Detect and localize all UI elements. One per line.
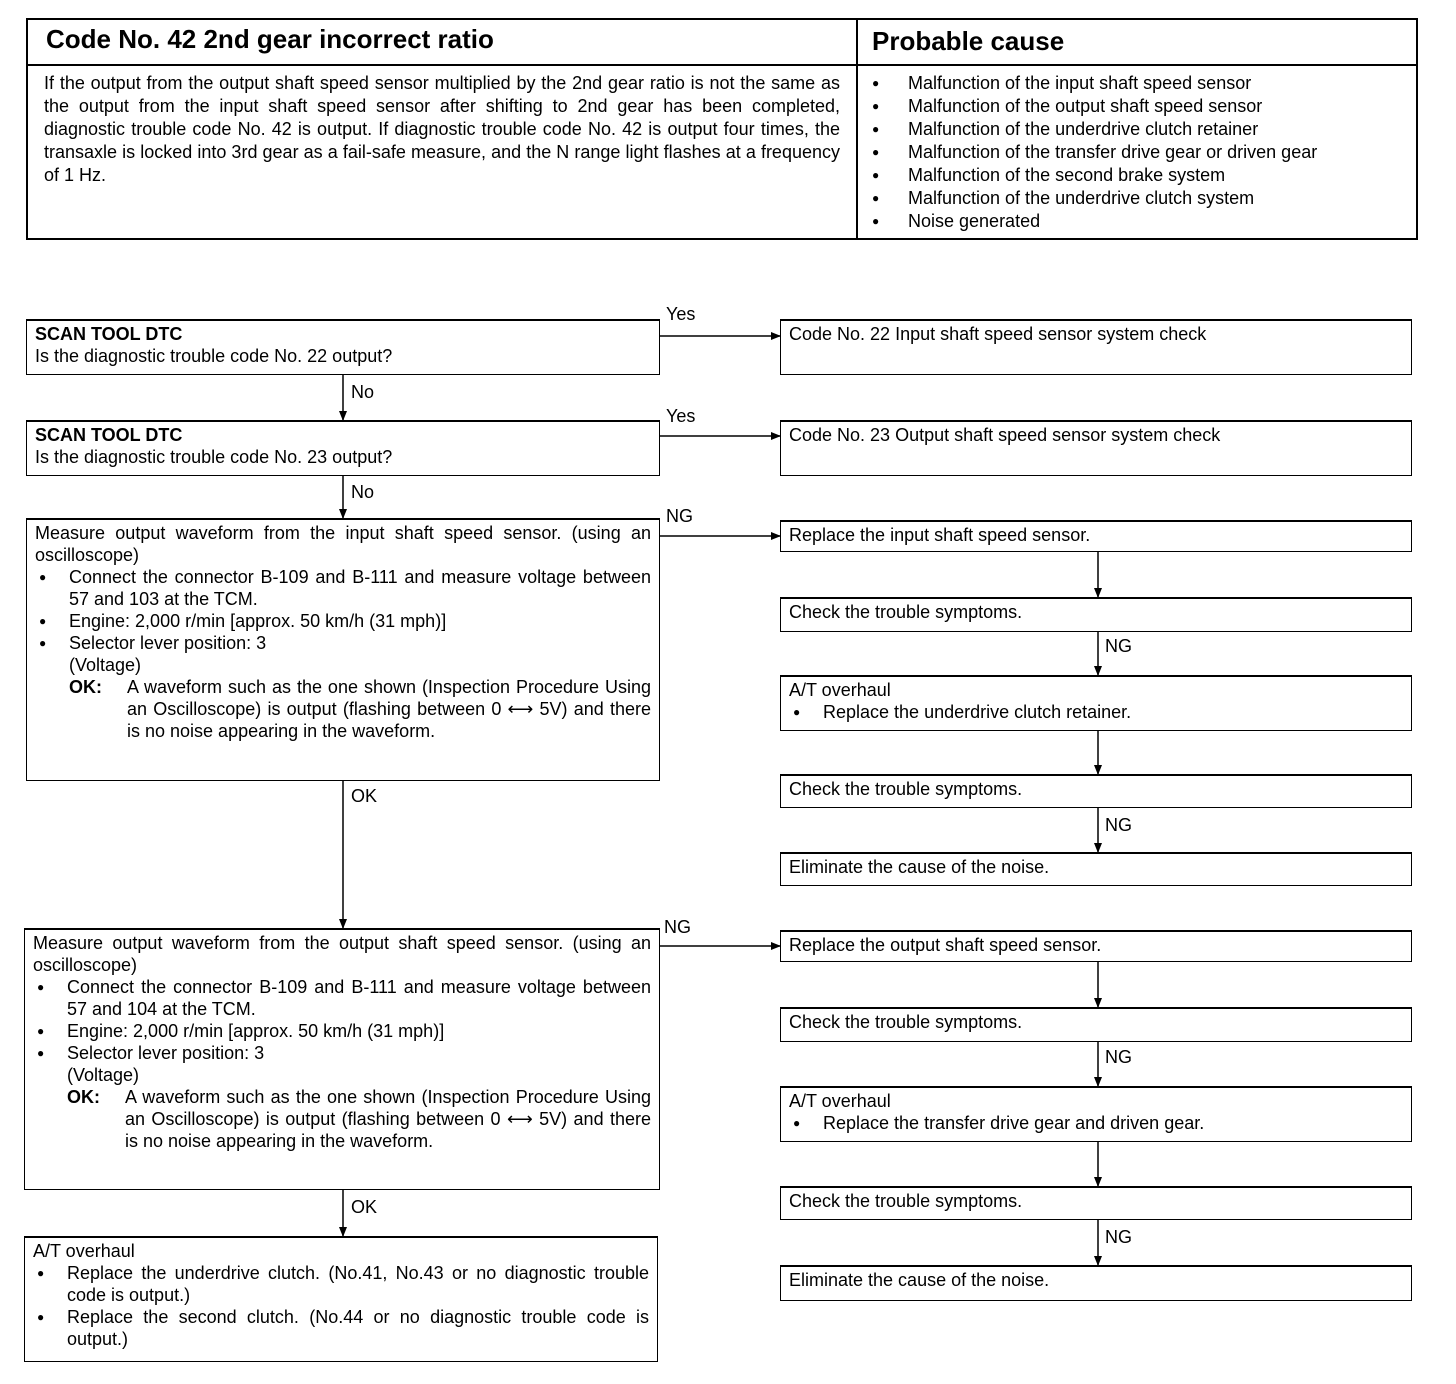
r5-title: A/T overhaul: [789, 680, 891, 700]
step3-voltage: (Voltage): [69, 655, 142, 675]
code-description: If the output from the output shaft speed sensor multiplied by the 2nd gear ratio is not the same as the output from the input shaft speed sensor after shifting to 2nd gear has been completed, diagnostic trouble code No. 42 is output. If diagnostic trouble code No. 42 is output four times, the transaxle is locked into 3rd gear as a fail-safe measure, and the N range light flashes at a frequency of 1 Hz.: [44, 73, 840, 185]
step2-question: Is the diagnostic trouble code No. 23 output?: [35, 447, 393, 467]
step4-box: [24, 928, 660, 1190]
r3-box: [780, 520, 1412, 552]
r4-text: Check the trouble symptoms.: [789, 602, 1023, 622]
step4-voltage: (Voltage): [67, 1065, 140, 1085]
step3-intro: Measure output waveform from the input shaft speed sensor. (using an oscilloscope): [35, 523, 651, 565]
r5-bullet: ● Replace the underdrive clutch retainer.: [789, 701, 1403, 723]
step4-bullet: ● Connect the connector B-109 and B-111 and measure voltage between 57 and 104 at the TCM.: [33, 976, 651, 1020]
step3-ok-block: [35, 676, 651, 742]
step4-bullet: ● Engine: 2,000 r/min [approx. 50 km/h (31 mph)]: [33, 1020, 651, 1042]
r4-box: [780, 597, 1412, 632]
cause-item: ● Noise generated: [860, 210, 1416, 233]
r3-text: Replace the input shaft speed sensor.: [789, 525, 1091, 545]
step5-bullet: ● Replace the second clutch. (No.44 or no diagnostic trouble code is output.): [33, 1306, 649, 1350]
label-yes-1: Yes: [666, 304, 696, 324]
label-ng-r6: NG: [1105, 815, 1132, 835]
step3-box: [26, 518, 660, 781]
r12-text: Eliminate the cause of the noise.: [789, 1270, 1050, 1290]
r8-box: [780, 930, 1412, 962]
r12-box: [780, 1265, 1412, 1301]
step2-box: [26, 420, 660, 476]
label-no-1: No: [351, 382, 375, 402]
label-ok-4: OK: [351, 1197, 378, 1217]
r6-text: Check the trouble symptoms.: [789, 779, 1023, 799]
step3-ok-text: A waveform such as the one shown (Inspection Procedure Using an Oscilloscope) is output (flashing between 0 ⟷ 5V) and there is no noise appearing in the waveform.: [127, 677, 651, 741]
r9-box: [780, 1007, 1412, 1042]
r10-box: [780, 1086, 1412, 1142]
step1-question: Is the diagnostic trouble code No. 22 output?: [35, 346, 393, 366]
step4-intro: Measure output waveform from the output shaft speed sensor. (using an oscilloscope): [33, 933, 651, 975]
step5-title: A/T overhaul: [33, 1241, 135, 1261]
step1-title: SCAN TOOL DTC: [35, 324, 183, 344]
r11-text: Check the trouble symptoms.: [789, 1191, 1023, 1211]
label-yes-2: Yes: [666, 406, 696, 426]
label-ok-3: OK: [351, 786, 378, 806]
cause-item: ● Malfunction of the input shaft speed sensor: [860, 72, 1416, 95]
r1-text: Code No. 22 Input shaft speed sensor system check: [789, 324, 1207, 344]
probable-cause-title: Probable cause: [872, 26, 1065, 56]
step3-bullet: ● Connect the connector B-109 and B-111 and measure voltage between 57 and 103 at the TCM.: [35, 566, 651, 610]
step1-box: [26, 319, 660, 375]
step4-ok-block: [33, 1086, 651, 1152]
cause-item: ● Malfunction of the second brake system: [860, 164, 1416, 187]
code-title: Code No. 42 2nd gear incorrect ratio: [46, 24, 494, 54]
r2-box: [780, 420, 1412, 476]
r8-text: Replace the output shaft speed sensor.: [789, 935, 1102, 955]
label-ng-r11: NG: [1105, 1227, 1132, 1247]
step2-title: SCAN TOOL DTC: [35, 425, 183, 445]
cause-item: ● Malfunction of the output shaft speed sensor: [860, 95, 1416, 118]
step3-bullet: ● Engine: 2,000 r/min [approx. 50 km/h (31 mph)]: [35, 610, 651, 632]
label-ng-4: NG: [664, 917, 691, 937]
step3-bullet: ● Selector lever position: 3: [35, 632, 651, 654]
r10-bullet: ● Replace the transfer drive gear and driven gear.: [789, 1112, 1403, 1134]
cause-item: ● Malfunction of the underdrive clutch system: [860, 187, 1416, 210]
r1-box: [780, 319, 1412, 375]
step5-box: [24, 1236, 658, 1362]
label-no-2: No: [351, 482, 375, 502]
step4-ok-text: A waveform such as the one shown (Inspection Procedure Using an Oscilloscope) is output (flashing between 0 ⟷ 5V) and there is no noise appearing in the waveform.: [125, 1087, 651, 1151]
label-ng-3: NG: [666, 506, 693, 526]
r7-box: [780, 852, 1412, 886]
step4-bullet: ● Selector lever position: 3: [33, 1042, 651, 1064]
r2-text: Code No. 23 Output shaft speed sensor system check: [789, 425, 1221, 445]
r10-title: A/T overhaul: [789, 1091, 891, 1111]
r6-box: [780, 774, 1412, 808]
step5-bullet: ● Replace the underdrive clutch. (No.41, No.43 or no diagnostic trouble code is output.): [33, 1262, 649, 1306]
label-ng-r4: NG: [1105, 636, 1132, 656]
r9-text: Check the trouble symptoms.: [789, 1012, 1023, 1032]
r11-box: [780, 1186, 1412, 1220]
label-ng-r9: NG: [1105, 1047, 1132, 1067]
r5-box: [780, 675, 1412, 731]
cause-item: ● Malfunction of the underdrive clutch retainer: [860, 118, 1416, 141]
step4-ok-label: OK:: [67, 1087, 100, 1107]
step3-ok-label: OK:: [69, 677, 102, 697]
cause-item: ● Malfunction of the transfer drive gear or driven gear: [860, 141, 1416, 164]
r7-text: Eliminate the cause of the noise.: [789, 857, 1050, 877]
